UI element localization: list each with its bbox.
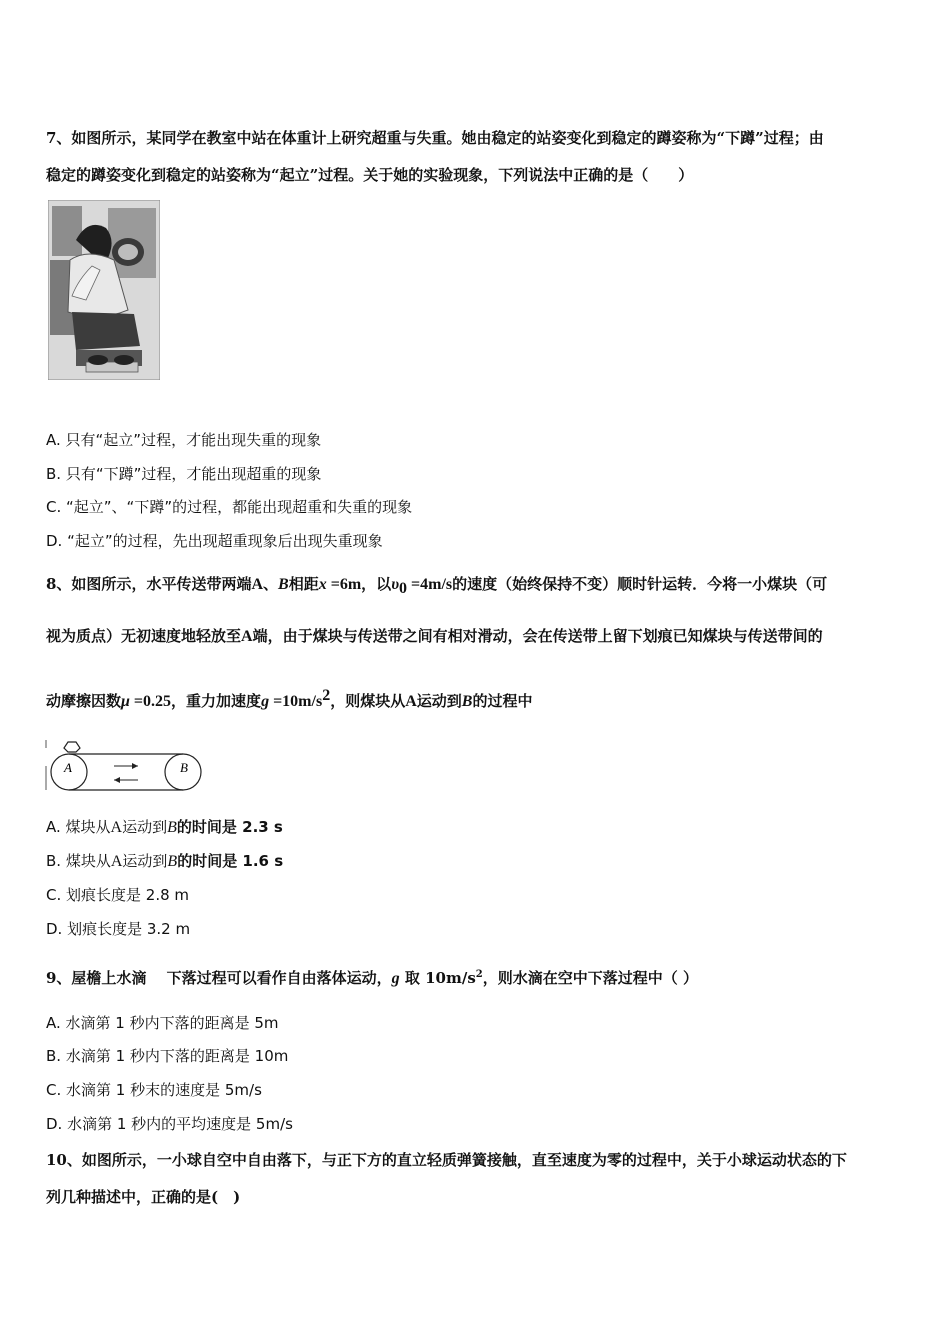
label-b: B <box>180 760 188 775</box>
arrow-left-icon <box>114 777 120 783</box>
q7-stem-line-1: 7、如图所示，某同学在教室中站在体重计上研究超重与失重。她由稳定的站姿变化到稳定的蹲姿称为“下蹲”过程；由 <box>46 129 824 147</box>
student-squatting-on-scale-photo <box>48 200 160 380</box>
coal-block-icon <box>64 742 80 752</box>
arrow-right-icon <box>132 763 138 769</box>
q8-stem-line-3: 动摩擦因数μ =0.25，重力加速度$g =10m/s^2$，则煤块从A运动到B的过程中 <box>46 687 533 710</box>
q7-stem-line-2: 稳定的蹲姿变化到稳定的站姿称为“起立”过程。关于她的实验现象，下列说法中正确的是（ ） <box>46 166 694 184</box>
q7-option-b: B. 只有“下蹲”过程，才能出现超重的现象 <box>46 465 322 483</box>
q9-option-c: C. 水滴第 1 秒末的速度是 5m/s <box>46 1081 262 1099</box>
q9-option-b: B. 水滴第 1 秒内下落的距离是 10m <box>46 1047 289 1065</box>
q10-stem-line-1: 10、如图所示，一小球自空中自由落下，与正下方的直立轻质弹簧接触，直至速度为零的过程中，关于小球运动状态的下 <box>46 1151 847 1169</box>
q7-option-c: C. “起立”、“下蹲”的过程，都能出现超重和失重的现象 <box>46 498 413 516</box>
q9-stem: 9、屋檐上水滴 下落过程可以看作自由落体运动，g 取 $10m/s^2$，则水滴在空中下落过程中（ ） <box>46 969 698 987</box>
q8-stem-line-2: 视为质点）无初速度地轻放至A端，由于煤块与传送带之间有相对滑动，会在传送带上留下划痕已知煤块与传送带间的 <box>46 627 823 645</box>
q8-option-a: A. 煤块从A运动到B的时间是 2.3 s <box>46 818 283 836</box>
q9-option-a: A. 水滴第 1 秒内下落的距离是 5m <box>46 1014 279 1032</box>
q8-option-b: B. 煤块从A运动到B的时间是 1.6 s <box>46 852 284 870</box>
q8-option-c: C. 划痕长度是 2.8 m <box>46 886 190 904</box>
q8-stem-line-1: 8、如图所示，水平传送带两端A、B相距x =6m，以$\upsilon_0 =4m/s$的速度（始终保持不变）顺时针运转．今将一小煤块（可 <box>46 575 828 597</box>
q9-option-d: D. 水滴第 1 秒内的平均速度是 5m/s <box>46 1115 293 1133</box>
q10-stem-line-2: 列几种描述中，正确的是( ) <box>46 1188 241 1206</box>
conveyor-belt-diagram <box>44 740 206 792</box>
label-a: A <box>64 760 72 775</box>
q7-option-d: D. “起立”的过程，先出现超重现象后出现失重现象 <box>46 532 383 550</box>
q8-option-d: D. 划痕长度是 3.2 m <box>46 920 191 938</box>
q7-option-a: A. 只有“起立”过程，才能出现失重的现象 <box>46 431 322 449</box>
